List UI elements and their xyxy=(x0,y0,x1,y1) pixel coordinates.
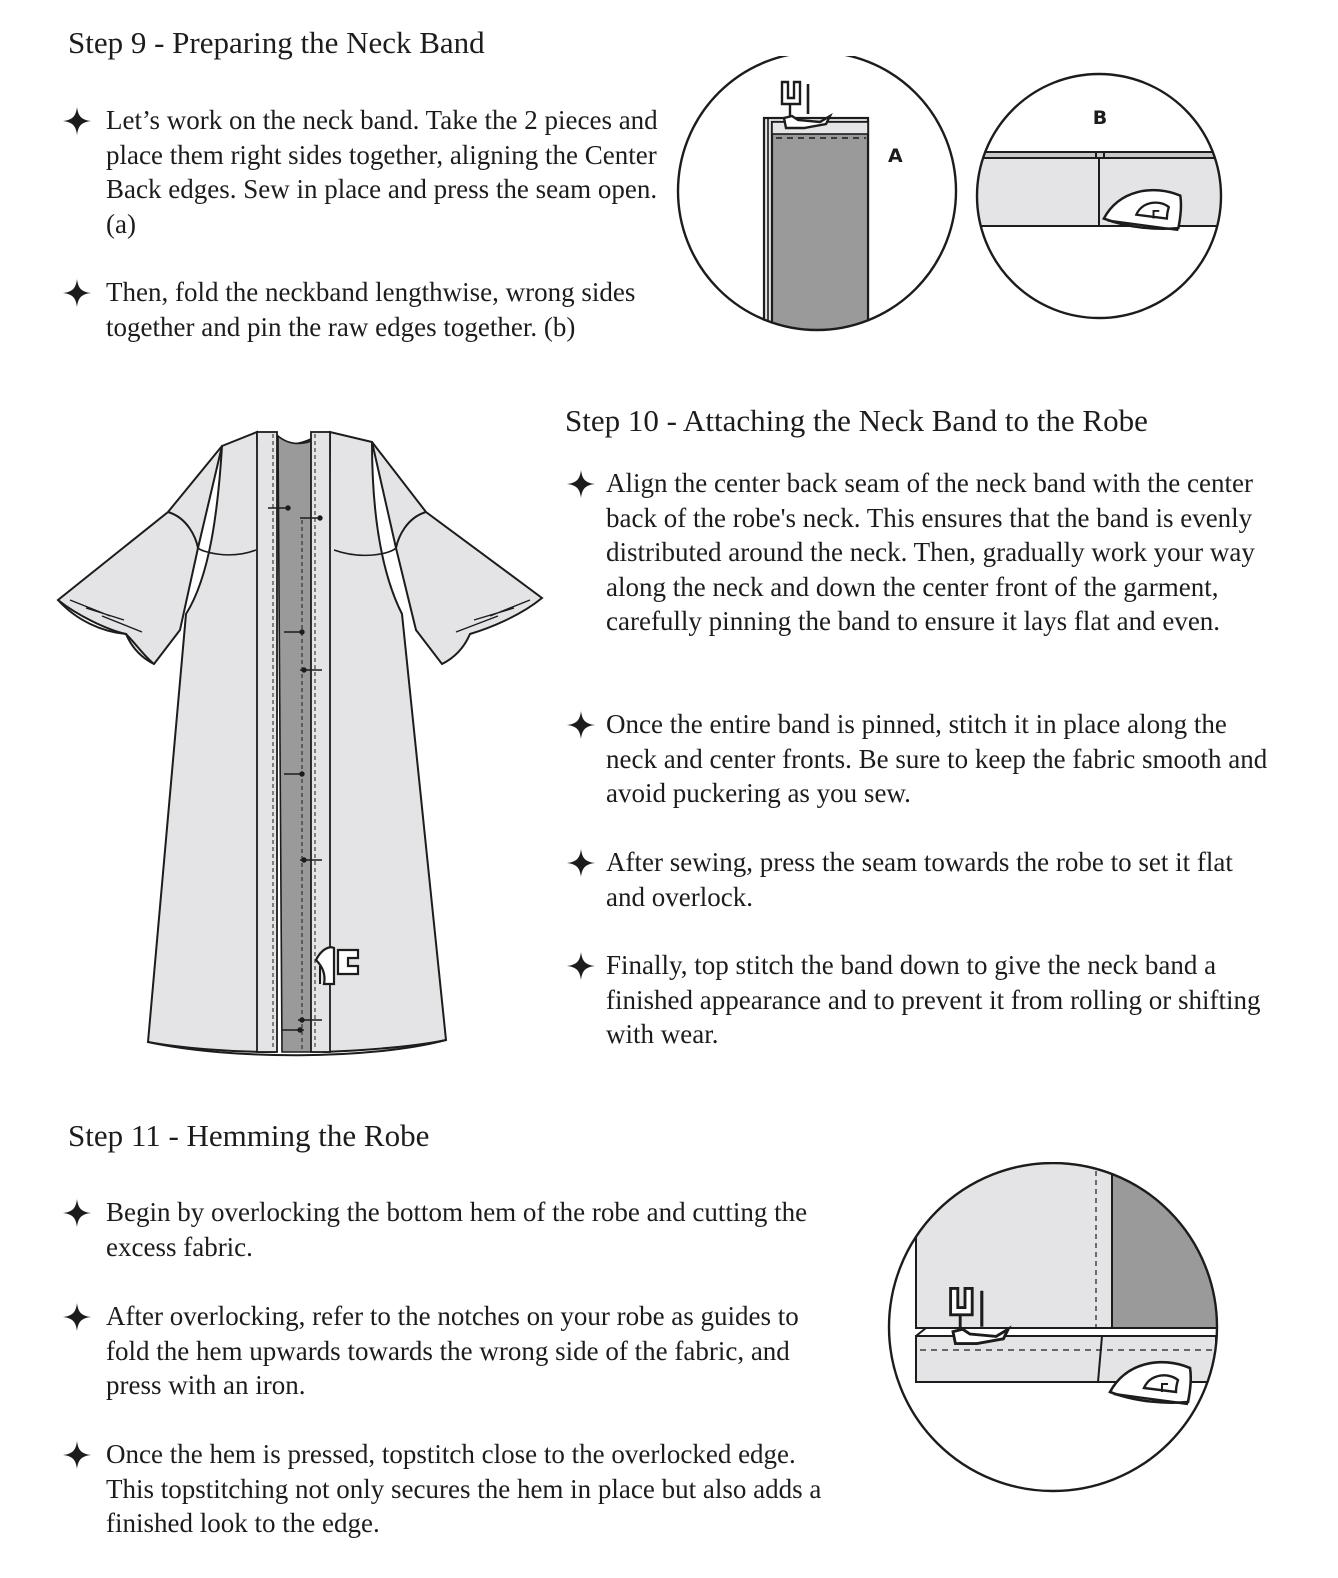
star-bullet-icon xyxy=(62,278,92,308)
star-bullet-icon xyxy=(62,1302,92,1332)
step10-bullet-1-text: Align the center back seam of the neck band with the center back of the robe's neck. This ensures that the band is evenly distributed around the neck. Then, gradually work your way along the neck and down the center front of the garment, carefully pinning the band to ensure it lays flat and even. xyxy=(606,468,1255,636)
star-bullet-icon xyxy=(62,1198,92,1228)
neckband-sewing-illustration-a xyxy=(676,56,966,346)
star-bullet-icon xyxy=(566,710,596,740)
step10-bullet-3-text: After sewing, press the seam towards the robe to set it flat and overlock. xyxy=(606,847,1233,912)
step11-bullet-1-text: Begin by overlocking the bottom hem of the robe and cutting the excess fabric. xyxy=(106,1197,808,1262)
star-bullet-icon xyxy=(62,106,92,136)
figure-label-a: A xyxy=(888,145,903,167)
star-bullet-icon xyxy=(566,848,596,878)
step10-title: Step 10 - Attaching the Neck Band to the Robe xyxy=(565,403,1148,438)
step10-bullet-2-text: Once the entire band is pinned, stitch it in place along the neck and center fronts. Be sure to keep the fabric smooth and avoid puckering as you sew. xyxy=(606,709,1268,808)
robe-illustration xyxy=(50,420,550,1060)
step11-bullet-3-text: Once the hem is pressed, topstitch close to the overlocked edge. This topstitching not only secures the hem in place but also adds a finished look to the edge. xyxy=(106,1439,822,1538)
neckband-pressing-illustration-b xyxy=(972,72,1228,328)
figure-label-b: B xyxy=(1092,107,1108,129)
presser-foot-icon xyxy=(782,82,830,128)
step9-title: Step 9 - Preparing the Neck Band xyxy=(68,25,485,60)
step11-bullet-2-text: After overlocking, refer to the notches on your robe as guides to fold the hem upwards towards the wrong side of the fabric, and press with an iron. xyxy=(106,1301,799,1400)
step11-title: Step 11 - Hemming the Robe xyxy=(68,1118,430,1153)
star-bullet-icon xyxy=(566,469,596,499)
star-bullet-icon xyxy=(62,1440,92,1470)
star-bullet-icon xyxy=(566,951,596,981)
step9-bullet-1-text: Let’s work on the neck band. Take the 2 pieces and place them right sides together, aligning the Center Back edges. Sew in place and press the seam open. (a) xyxy=(106,105,658,239)
step10-bullet-4-text: Finally, top stitch the band down to give the neck band a finished appearance and to prevent it from rolling or shifting with wear. xyxy=(606,950,1261,1049)
hem-illustration xyxy=(886,1162,1222,1498)
step9-bullet-2-text: Then, fold the neckband lengthwise, wrong sides together and pin the raw edges together. (b) xyxy=(106,277,636,342)
